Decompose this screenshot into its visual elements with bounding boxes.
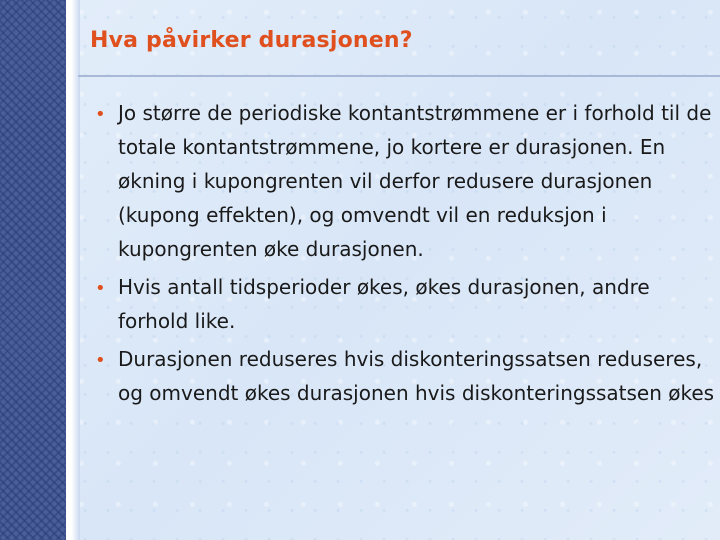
bullet-text-discount-rate: Durasjonen reduseres hvis diskonteringssatsen reduseres, og omvendt økes durasjonen hvis diskonteringssatsen økes bbox=[118, 347, 715, 405]
bullet-dot-icon: • bbox=[95, 350, 106, 371]
decorative-strip-edge bbox=[66, 0, 80, 540]
bullet-text-coupon-effect: Jo større de periodiske kontantstrømmene er i forhold til de totale kontantstrømmene, jo kortere er durasjonen. En økning i kupongrenten vil derfor redusere durasjonen (kupong effekten), og omvendt vil en reduksjon i kupongrenten øke durasjonen. bbox=[118, 101, 712, 261]
bullet-dot-icon: • bbox=[95, 278, 106, 299]
bullet-item bbox=[95, 270, 717, 338]
decorative-left-strip bbox=[0, 0, 66, 540]
bullet-dot-icon: • bbox=[95, 104, 106, 125]
bullet-text-time-periods: Hvis antall tidsperioder økes, økes durasjonen, andre forhold like. bbox=[118, 275, 650, 333]
bullet-item bbox=[95, 342, 717, 410]
title-divider bbox=[78, 75, 720, 77]
bullet-item bbox=[95, 96, 717, 266]
bullet-list bbox=[95, 96, 717, 414]
slide-title: Hva påvirker durasjonen? bbox=[90, 28, 413, 53]
